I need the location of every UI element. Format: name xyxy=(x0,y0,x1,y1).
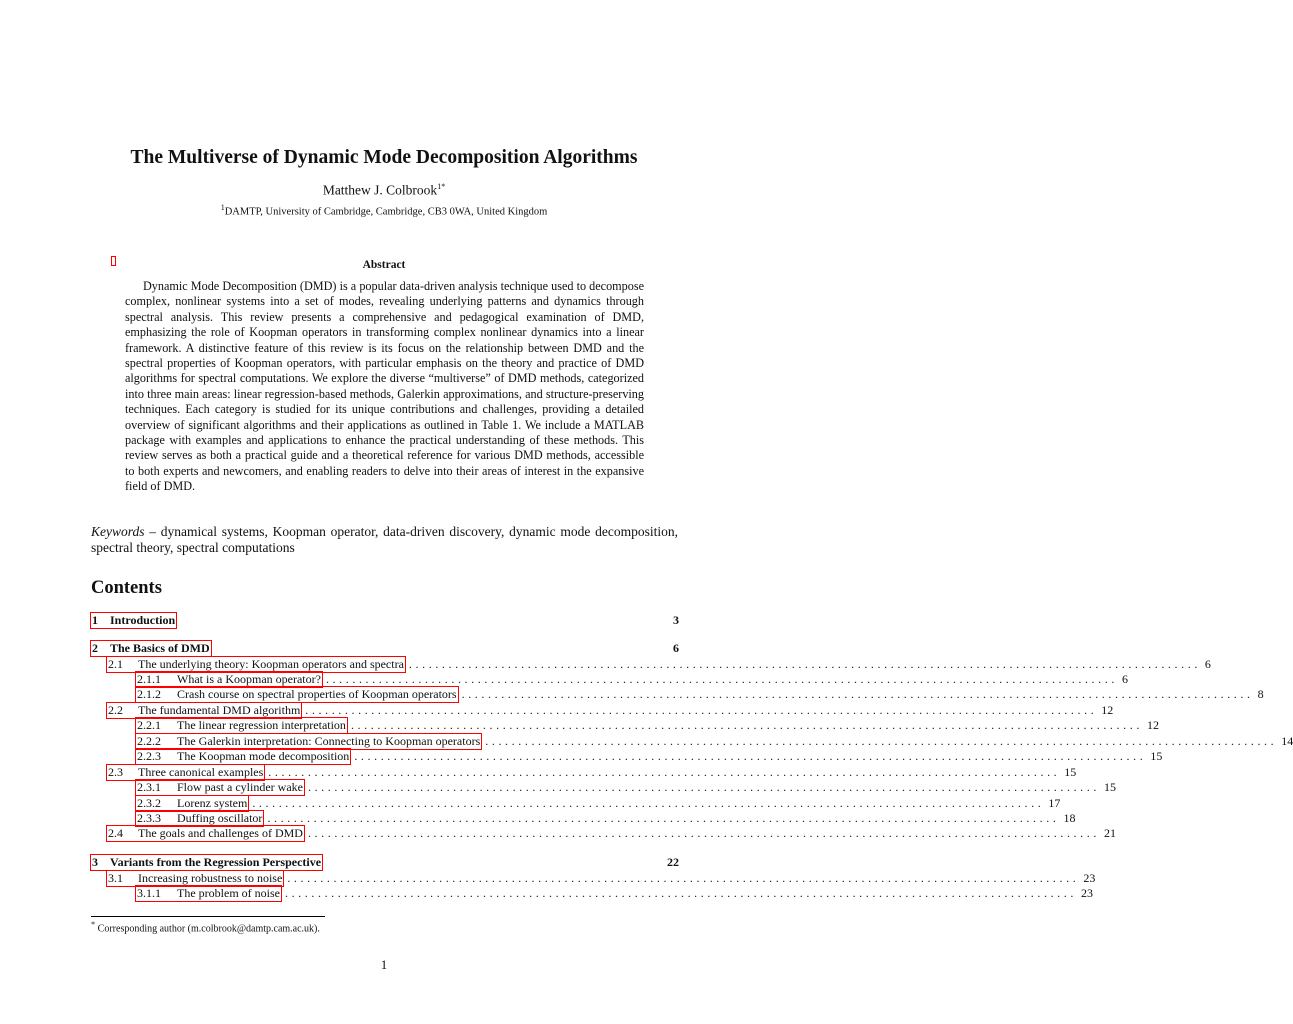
toc-page-number[interactable]: 14 xyxy=(1281,734,1293,748)
toc-section-title: The goals and challenges of DMD xyxy=(138,826,303,840)
abstract-heading: Abstract xyxy=(362,259,406,271)
toc-section-title: The Koopman mode decomposition xyxy=(177,749,350,763)
toc-page-number[interactable]: 23 xyxy=(1083,871,1096,885)
toc-page-number[interactable]: 8 xyxy=(1257,687,1264,701)
toc-section-title: The Basics of DMD xyxy=(110,641,210,655)
footnote-text: Corresponding author (m.colbrook@damtp.cam.ac.uk). xyxy=(97,923,320,935)
toc-leader-dots: ........................................................................................................................ xyxy=(307,780,1100,794)
toc-entry xyxy=(136,734,1293,749)
toc-section-number: 2.3 xyxy=(108,765,123,779)
toc-link[interactable] xyxy=(107,765,264,780)
toc-section-number: 2 xyxy=(92,641,98,655)
toc-leader-dots: ........................................................................................................................ xyxy=(284,886,1077,900)
toc-entry xyxy=(136,886,1093,901)
toc-section-title: The underlying theory: Koopman operators and spectra xyxy=(138,657,404,671)
abstract-paragraph: Dynamic Mode Decomposition (DMD) is a popular data-driven analysis technique used to decompose complex, nonlinear systems into a set of modes, revealing underlying patterns and dynamics through spectral analysis. This review presents a comprehensive and pedagogical examination of DMD, emphasizing the role of Koopman operators in transforming complex nonlinear dynamics into a linear framework. A distinctive feature of this review is its focus on the relationship between DMD and the spectral properties of Koopman operators, with particular emphasis on the theory and practice of DMD algorithms for spectral computations. We explore the diverse “multiverse” of DMD methods, categorized into three main areas: linear regression-based methods, Galerkin approximations, and structure-preserving techniques. Each category is studied for its unique contributions and challenges, providing a detailed overview of significant algorithms and their applications as outlined in Table 1. We include a MATLAB package with examples and applications to enhance the practical understanding of these methods. This review serves as both a practical guide and a theoretical reference for various DMD methods, accessible to both experts and newcomers, and enabling readers to delve into their areas of interest in the expansive field of DMD. xyxy=(125,279,644,494)
toc-link[interactable] xyxy=(91,613,176,628)
toc-section-number: 2.4 xyxy=(108,826,123,840)
toc-page-number[interactable]: 15 xyxy=(1064,765,1077,779)
toc-leader-dots: ........................................................................................................................ xyxy=(307,826,1100,840)
toc-leader-dots: ........................................................................................................................ xyxy=(305,703,1098,717)
toc-page-number[interactable]: 3 xyxy=(673,613,679,627)
footnote-divider xyxy=(91,916,325,917)
toc-page-number[interactable]: 23 xyxy=(1080,886,1093,900)
toc-leader-dots: ........................................................................................................................ xyxy=(287,871,1080,885)
keywords-label: Keywords xyxy=(91,524,145,539)
toc-section-title: The Galerkin interpretation: Connecting to Koopman operators xyxy=(177,734,481,748)
toc-section-number: 2.3.2 xyxy=(137,796,161,810)
toc-page-number[interactable]: 21 xyxy=(1103,826,1116,840)
toc-section-number: 2.2.2 xyxy=(137,734,161,748)
page-number: 1 xyxy=(380,957,388,972)
toc-section-title: Duffing oscillator xyxy=(177,811,263,825)
toc-section-title: What is a Koopman operator? xyxy=(177,672,321,686)
toc-leader-dots: ........................................................................................................................ xyxy=(408,657,1201,671)
toc-entry xyxy=(91,855,679,870)
keywords-text: – dynamical systems, Koopman operator, data-driven discovery, dynamic mode decomposition, spectral theory, spectral computations xyxy=(91,524,678,555)
toc-link[interactable] xyxy=(136,749,350,764)
toc-section-number: 3.1 xyxy=(108,871,123,885)
toc-entry xyxy=(107,826,1116,841)
toc-section-title: Flow past a cylinder wake xyxy=(177,780,303,794)
toc-link[interactable] xyxy=(136,672,322,687)
toc-entry xyxy=(136,780,1116,795)
toc-section-number: 2.3.1 xyxy=(137,780,161,794)
toc-entry xyxy=(107,871,1096,886)
toc-page-number[interactable]: 6 xyxy=(1121,672,1128,686)
toc-link[interactable] xyxy=(136,687,458,702)
toc-section-number: 2.1.2 xyxy=(137,687,161,701)
affiliation-text: DAMTP, University of Cambridge, Cambridge, CB3 0WA, United Kingdom xyxy=(224,206,548,218)
toc-entry xyxy=(136,672,1128,687)
toc-section-number: 3 xyxy=(92,855,98,869)
toc-page-number[interactable]: 22 xyxy=(667,855,679,869)
toc-page-number[interactable]: 18 xyxy=(1063,811,1076,825)
toc-link[interactable] xyxy=(107,826,304,841)
toc-section-title: Three canonical examples xyxy=(138,765,264,779)
toc-link[interactable] xyxy=(136,780,304,795)
toc-page-number[interactable]: 12 xyxy=(1101,703,1114,717)
toc-link[interactable] xyxy=(136,734,481,749)
toc-entry xyxy=(136,811,1076,826)
toc-section-title: Introduction xyxy=(110,613,176,627)
toc-section-number: 2.1.1 xyxy=(137,672,161,686)
toc-section-number: 3.1.1 xyxy=(137,886,161,900)
toc-leader-dots: ........................................................................................................................ xyxy=(268,765,1061,779)
toc-section-number: 2.1 xyxy=(108,657,123,671)
toc-entry xyxy=(107,703,1114,718)
toc-leader-dots: ........................................................................................................................ xyxy=(350,718,1143,732)
toc-leader-dots: ........................................................................................................................ xyxy=(252,796,1045,810)
footnote-mark: * xyxy=(91,920,96,929)
toc-entry xyxy=(107,657,1211,672)
toc-page-number[interactable]: 12 xyxy=(1146,718,1159,732)
toc-entry xyxy=(136,687,1264,702)
paper-title: The Multiverse of Dynamic Mode Decomposition Algorithms xyxy=(130,147,638,168)
toc-entry xyxy=(91,641,679,656)
toc-section-title: The linear regression interpretation xyxy=(177,718,346,732)
toc-section-title: Lorenz system xyxy=(177,796,248,810)
toc-leader-dots: ........................................................................................................................ xyxy=(325,672,1118,686)
toc-section-title: The problem of noise xyxy=(177,886,280,900)
toc-entry xyxy=(91,613,679,628)
contents-heading: Contents xyxy=(91,578,162,598)
toc-link[interactable] xyxy=(136,796,248,811)
toc-section-title: Increasing robustness to noise xyxy=(138,871,283,885)
toc-link[interactable] xyxy=(107,703,301,718)
affiliation-line xyxy=(0,203,768,218)
toc-link[interactable] xyxy=(91,855,322,870)
toc-page-number[interactable]: 17 xyxy=(1048,796,1061,810)
toc-section-number: 2.2.1 xyxy=(137,718,161,732)
keywords-line xyxy=(91,524,678,556)
toc-link[interactable] xyxy=(107,657,405,672)
toc-leader-dots: ........................................................................................................................ xyxy=(267,811,1060,825)
author-line xyxy=(0,182,768,199)
toc-page-number[interactable]: 6 xyxy=(673,641,679,655)
footnote xyxy=(91,920,320,934)
toc-section-title: The fundamental DMD algorithm xyxy=(138,703,301,717)
author-name: Matthew J. Colbrook xyxy=(322,182,438,198)
toc-section-number: 1 xyxy=(92,613,98,627)
toc-link[interactable] xyxy=(136,718,347,733)
toc-section-number: 2.3.3 xyxy=(137,811,161,825)
author-footnote-mark[interactable]: 1* xyxy=(437,182,446,191)
affiliation-mark: 1 xyxy=(220,203,225,212)
toc-section-number: 2.2 xyxy=(108,703,123,717)
toc-link[interactable] xyxy=(91,641,211,656)
abstract-body xyxy=(125,279,644,495)
toc-section-number: 2.2.3 xyxy=(137,749,161,763)
toc-leader-dots: ........................................................................................................................ xyxy=(461,687,1254,701)
toc-page-number[interactable]: 15 xyxy=(1103,780,1116,794)
toc-section-title: Crash course on spectral properties of Koopman operators xyxy=(177,687,457,701)
toc-entry xyxy=(136,796,1061,811)
toc-section-title: Variants from the Regression Perspective xyxy=(110,855,322,869)
toc-leader-dots: ........................................................................................................................ xyxy=(354,749,1147,763)
toc-entry xyxy=(107,765,1077,780)
toc-link[interactable] xyxy=(136,811,263,826)
toc-page-number[interactable]: 6 xyxy=(1204,657,1211,671)
toc-entry xyxy=(136,749,1163,764)
toc-entry xyxy=(136,718,1159,733)
toc-leader-dots: ........................................................................................................................ xyxy=(485,734,1278,748)
toc-link[interactable] xyxy=(107,871,283,886)
toc-page-number[interactable]: 15 xyxy=(1150,749,1163,763)
toc-link[interactable] xyxy=(136,886,281,901)
